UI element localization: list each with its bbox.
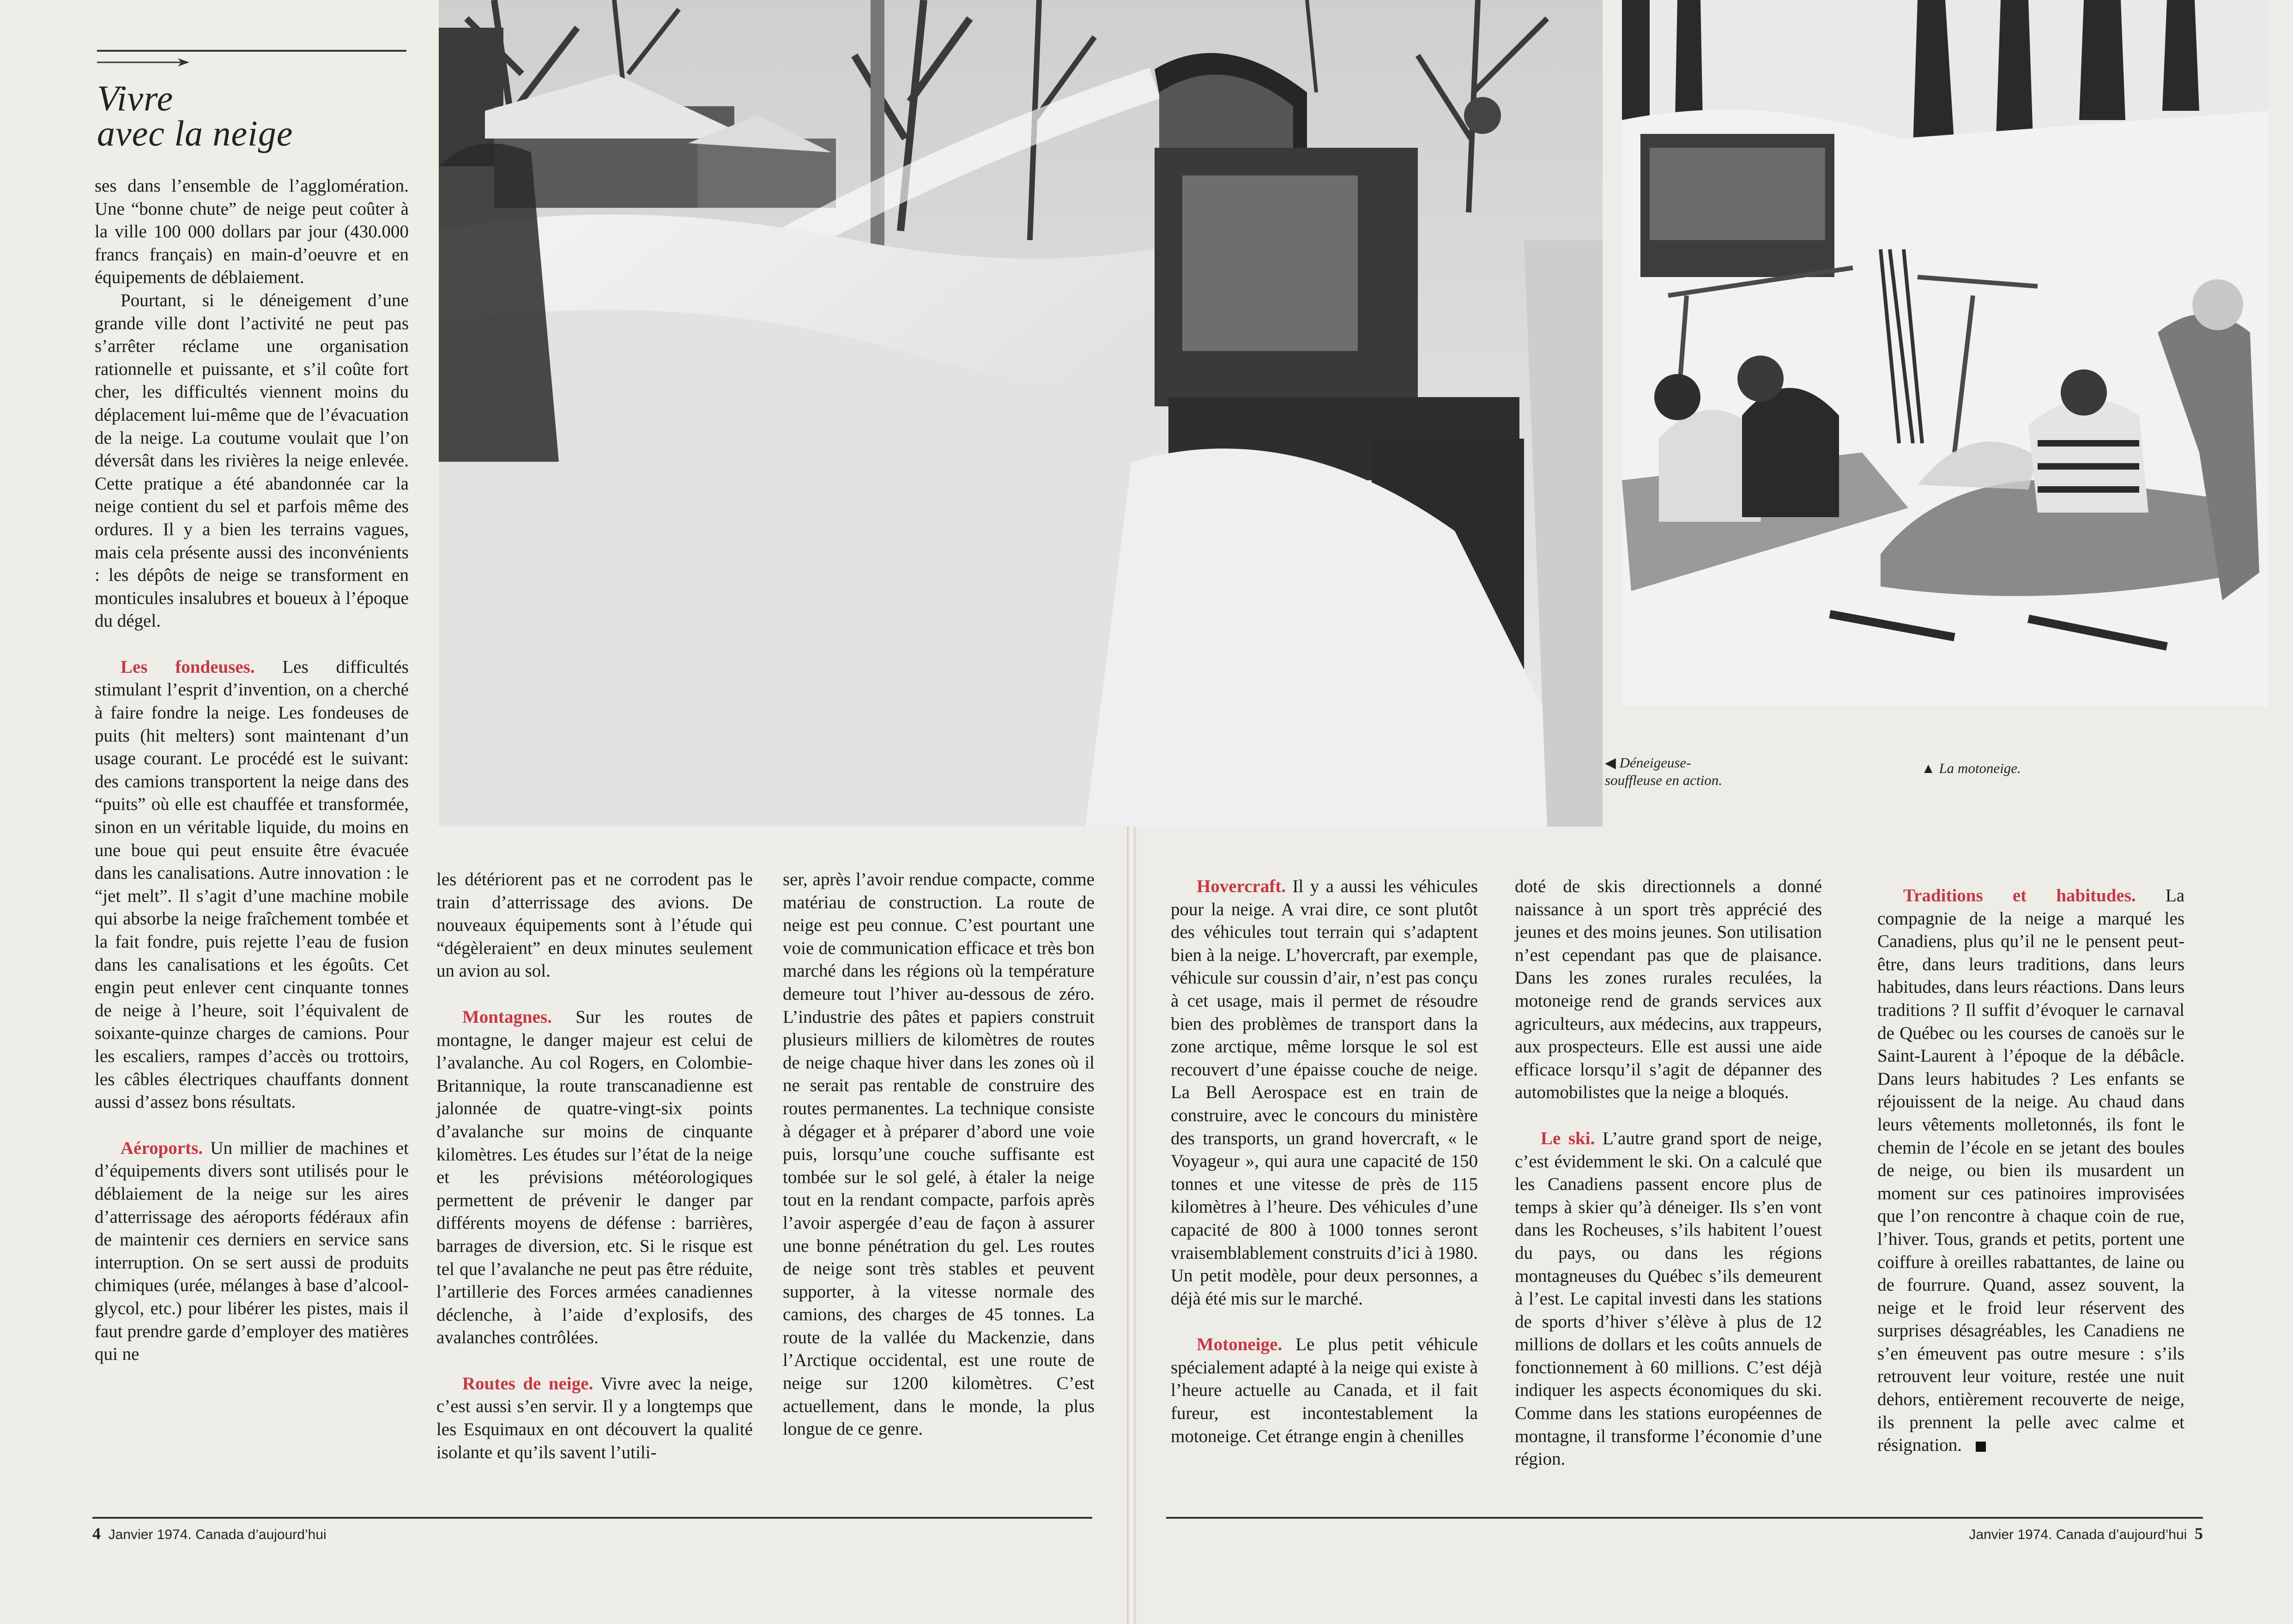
- title-line-2: avec la neige: [97, 113, 293, 153]
- page-number-left: 4: [92, 1524, 101, 1543]
- text-column-1: [95, 175, 409, 1366]
- paragraph-text: L’autre grand sport de neige, c’est évidemment le ski. On a calculé que les Canadiens passent encore plus de temps à skier qu’à déneiger. Ils s’en vont dans les Rocheuses, s’ils habitent l’ouest du pays, ou dans les régions montagneuses du Québec s’ils demeurent à l’est. Le capital investi dans les stations de sports d’hiver s’élève à plus de 12 millions de dollars et les coûts annuels de fonctionnement à 60 millions. C’est déjà indiquer les aspects économiques du ski. Comme dans les stations européennes de montagne, il transforme l’économie d’une région.: [1515, 1128, 1822, 1469]
- paragraph: ser, après l’avoir rendue compacte, comme matériau de construction. La route de neige est peu connue. C’est pourtant une voie de communication efficace et très bon marché dans les régions où la température demeure tout l’hiver au-dessous de zéro. L’industrie des pâtes et papiers construit plusieurs milliers de kilomètres de routes de neige chaque hiver dans les zones où il ne serait pas rentable de construire des routes permanentes. La technique consiste à dégager et à préparer d’abord une voie puis, lorsqu’une couche suffisante est tombée sur le sol gelé, à étaler la neige tout en la rendant compacte, parfois après l’avoir aspergée d’eau de façon à assurer une bonne pénétration du gel. Les routes de neige sont très stables et peuvent supporter, à la vitesse normale des camions, des charges de 45 tonnes. La route de la vallée du Mackenzie, dans l’Arctique occidental, est une route de neige sur 1200 kilomètres. C’est actuellement, dans le monde, la plus longue de ce genre.: [783, 869, 1095, 1439]
- paragraph: [1171, 1333, 1478, 1448]
- footer-right: [1969, 1524, 2203, 1543]
- section-heading: Le ski.: [1541, 1128, 1595, 1148]
- end-mark-icon: [1976, 1442, 1986, 1452]
- section-heading: Montagnes.: [462, 1007, 552, 1027]
- paragraph: [436, 1006, 753, 1349]
- caption-right-text: La motoneige.: [1939, 760, 2021, 776]
- footer-rule-right: [1166, 1517, 2203, 1519]
- footer-rule-left: [92, 1517, 1092, 1519]
- section-heading: Motoneige.: [1197, 1334, 1283, 1355]
- paragraph-text: Il y a aussi les véhicules pour la neige. A vrai dire, ce sont plutôt des véhicules tout terrain qui s’adaptent bien à la neige. L’hovercraft, par exemple, véhicule sur coussin d’air, n’est pas conçu à cet usage, mais il permet de résoudre bien des problèmes de transport dans la zone arctique, même lorsque le sol est recouvert d’une épaisse couche de neige. La Bell Aerospace est en train de construire, avec le concours du ministère des transports, un grand hovercraft, « le Voyageur », qui aura une capacité de 150 tonnes et une vitesse de près de 115 kilomètres à l’heure. Des véhicules d’une capacité de 800 à 1000 tonnes seront vraisemblablement construits d’ici à 1980. Un petit modèle, pour deux personnes, a déjà été mis sur le marché.: [1171, 876, 1478, 1309]
- paragraph: Pourtant, si le déneigement d’une grande ville dont l’activité ne peut pas s’arrêter réclame une organisation rationnelle et puissante, et s’il coûte fort cher, les difficultés viennent moins du déplacement lui-même que de l’évacuation de la neige. La coutume voulait que l’on déversât dans les rivières la neige enlevée. Cette pratique a été abandonnée car la neige contient du sel et parfois même des ordures. Il y a bien les terrains vagues, mais cela présente aussi des inconvénients : les dépôts de neige se transforment en monticules insalubres et boueux à l’époque du dégel.: [95, 290, 409, 631]
- snowmobile-photo: [1622, 0, 2269, 706]
- paragraph-text: Les difficultés stimulant l’esprit d’invention, on a cherché à faire fondre la neige. Les fondeuses de puits (hit melters) sont maintenant d’un usage courant. Le procédé est le suivant: des camions transportent la neige dans des “puits” où elle est chauffée et transformée, sinon en un véritable liquide, du moins en une boue qui peut ensuite être évacuée dans les canalisations. Autre innovation : le “jet melt”. Il s’agit d’une machine mobile qui absorbe la neige fraîchement tombée et la fait fondre, puis rejette l’eau de fusion dans les canalisations et les égoûts. Cet engin peut enlever cent cinquante tonnes de neige à l’heure, soit l’équivalent de soixante-quinze charges de camions. Pour les escaliers, rampes d’accès ou trottoirs, les câbles électriques chauffants donnent aussi d’assez bons résultats.: [95, 657, 409, 1112]
- section-heading: Hovercraft.: [1197, 876, 1286, 896]
- footer-left: [92, 1524, 327, 1543]
- section-heading: Aéroports.: [121, 1138, 203, 1158]
- section-heading: Routes de neige.: [462, 1373, 593, 1394]
- caption-left-text: Déneigeuse-souffleuse en action.: [1605, 755, 1722, 788]
- paragraph-text: Le plus petit véhicule spécialement adapté à la neige qui existe à l’heure actuelle au Canada, et il fait fureur, est incontestablement la motoneige. Cet étrange engin à chenilles: [1171, 1334, 1478, 1446]
- title-rule: [97, 50, 406, 52]
- paragraph: [95, 656, 409, 1114]
- text-column-4: [1171, 875, 1478, 1448]
- text-column-6: [1877, 884, 2184, 1457]
- paragraph: [436, 1372, 753, 1464]
- paragraph-text: Un millier de machines et d’équipements divers sont utilisés pour le déblaiement de la neige sur les aires d’atterrissage des aéroports fédéraux afin de maintenir ces derniers en service sans interruption. On se sert aussi de produits chimiques (urée, mélanges à base d’alcool-glycol, etc.) pour libérer les pistes, mais il faut prendre garde d’employer des matières qui ne: [95, 1138, 409, 1364]
- caption-snowmobile: ▲ La motoneige.: [1921, 760, 2021, 776]
- paragraph: [95, 1137, 409, 1366]
- text-column-3: [783, 868, 1095, 1441]
- paragraph-text: Vivre avec la neige, c’est aussi s’en servir. Il y a longtemps que les Esquimaux en ont découvert la qualité isolante et qu’ils savent l’utili-: [436, 1373, 753, 1462]
- snow-blower-photo: [439, 0, 1603, 827]
- text-column-2: [436, 868, 753, 1464]
- title-line-1: Vivre: [97, 78, 174, 118]
- paragraph: [1171, 875, 1478, 1310]
- section-heading: Traditions et habitudes.: [1903, 886, 2136, 906]
- text-column-5: [1515, 875, 1822, 1471]
- caption-snow-blower: ◀ Déneigeuse-souffleuse en action.: [1605, 755, 1722, 788]
- arrow-icon: [97, 55, 189, 69]
- paragraph-text: Sur les routes de montagne, le danger majeur est celui de l’avalanche. Au col Rogers, en Colombie-Britannique, la route transcanadienne est jalonnée de quatre-vingt-six points d’avalanche sur moins de cinquante kilomètres. Les études sur l’état de la neige et les prévisions météorologiques permettent de prévenir le danger par différents moyens de défense : barrières, barrages de diversion, etc. Si le risque est tel que l’avalanche ne peut pas être réduite, l’artillerie des Forces armées canadiennes déclenche, à l’aide d’explosifs, des avalanches contrôlées.: [436, 1007, 753, 1348]
- footer-right-text: Janvier 1974. Canada d’aujourd’hui: [1969, 1527, 2187, 1542]
- article-title: [97, 78, 293, 153]
- paragraph: les détériorent pas et ne corrodent pas le train d’atterrissage des avions. De nouveaux équipements sont à l’étude qui “dégèleraient” en deux minutes seulement un avion au sol.: [436, 869, 753, 981]
- footer-left-text: Janvier 1974. Canada d’aujourd’hui: [108, 1527, 327, 1542]
- paragraph: ses dans l’ensemble de l’agglomération. Une “bonne chute” de neige peut coûter à la ville 100 000 dollars par jour (430.000 francs français) en main-d’oeuvre et en équipements de déblaiement.: [95, 176, 409, 288]
- paragraph: [1877, 884, 2184, 1457]
- paragraph: doté de skis directionnels a donné naissance à un sport très apprécié des jeunes et des moins jeunes. Son utilisation n’est cependant pas que de plaisance. Dans les zones rurales reculées, la motoneige rend de grands services aux agriculteurs, aux médecins, aux trappeurs, aux prospecteurs. Elle est aussi une aide efficace lorsqu’il s’agit de dépanner des automobilistes que la neige a bloqués.: [1515, 876, 1822, 1103]
- paragraph-text: La compagnie de la neige a marqué les Canadiens, plus qu’il ne le pensent peut-être, dans leurs traditions, dans leurs habitudes, dans leurs réactions. Dans leurs traditions ? Il suffit d’évoquer le carnaval de Québec ou les courses de canoës sur le Saint-Laurent à l’époque de la débâcle. Dans leurs habitudes ? Les enfants se réjouissent de la neige. Au chaud dans leurs vêtements molletonnés, ils font le chemin de l’école en se jetant des boules de neige, ou bien ils musardent un moment sur ces patinoires improvisées que l’on rencontre à chaque coin de rue, l’hiver. Tous, grands et petits, portent une coiffure à oreilles rabattantes, de laine ou de fourrure. Quand, assez souvent, la neige et le froid leur réservent des surprises désagréables, les Canadiens ne s’en émeuvent pas outre mesure : s’ils retrouvent leur voiture, restée une nuit dehors, entièrement recouverte de neige, ils prennent la pelle avec calme et résignation.: [1877, 886, 2185, 1455]
- section-heading: Les fondeuses.: [121, 657, 255, 677]
- paragraph: [1515, 1127, 1822, 1471]
- page-number-right: 5: [2195, 1524, 2203, 1543]
